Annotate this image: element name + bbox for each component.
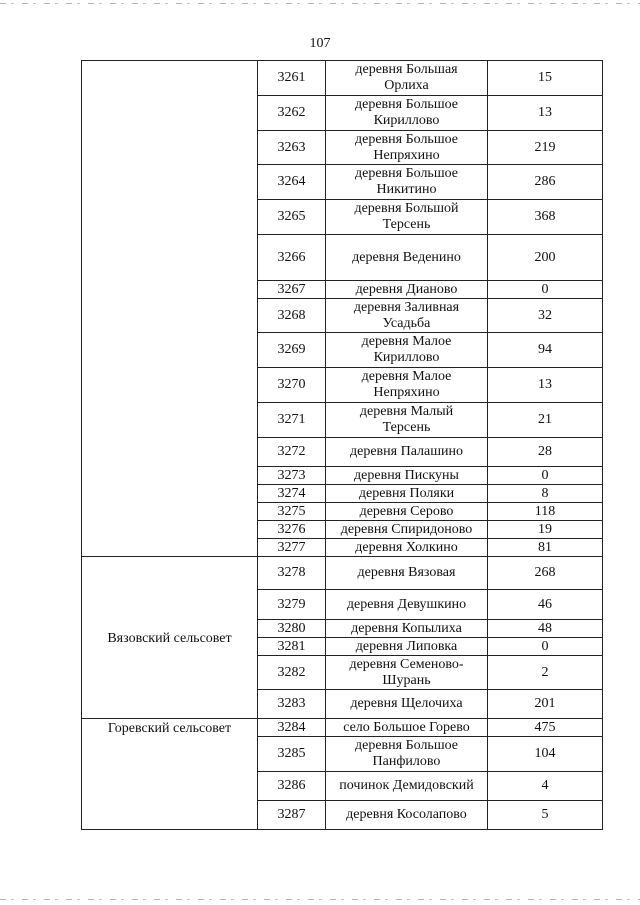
- row-number: 3275: [258, 503, 326, 521]
- settlement-name-line: деревня Заливная: [353, 299, 460, 315]
- settlement-name-line: починок Демидовский: [339, 778, 474, 793]
- population-value: 200: [488, 235, 603, 281]
- scan-noise-bottom: [0, 899, 640, 900]
- settlement-name: [326, 438, 488, 467]
- settlement-name: [326, 403, 488, 438]
- settlement-name-line: деревня Малое: [361, 369, 452, 384]
- settlement-name-line: деревня Липовка: [355, 638, 458, 654]
- settlement-name: [326, 772, 488, 801]
- page-number: 107: [309, 36, 331, 51]
- settlement-name-line: село Большое Горево: [343, 719, 470, 735]
- settlement-name: [326, 235, 488, 281]
- settlement-name-line: деревня Холкино: [355, 539, 458, 555]
- settlement-name-line: деревня Вязовая: [357, 565, 456, 580]
- settlement-name: [326, 521, 488, 539]
- settlement-name-line: деревня Малое: [361, 334, 452, 349]
- settlement-name: [326, 61, 488, 96]
- population-value: 94: [488, 333, 603, 368]
- population-value: 201: [488, 690, 603, 719]
- row-number: 3269: [258, 333, 326, 368]
- settlement-name: [326, 719, 488, 737]
- settlement-name-line: деревня Пискуны: [354, 467, 459, 483]
- settlement-name-line: деревня Веденино: [352, 249, 461, 265]
- row-number: 3267: [258, 281, 326, 299]
- settlement-name-line: деревня Большое: [355, 131, 458, 147]
- population-value: 32: [488, 299, 603, 333]
- settlement-name-line: деревня Большое: [355, 97, 458, 112]
- row-number: 3280: [258, 620, 326, 638]
- settlement-name: [326, 737, 488, 772]
- settlement-name: [326, 131, 488, 165]
- row-number: 3274: [258, 485, 326, 503]
- table-row: [82, 719, 603, 737]
- population-value: 2: [488, 656, 603, 690]
- table-row: [82, 61, 603, 96]
- settlement-name-line: Панфилово: [372, 754, 441, 769]
- settlement-name: [326, 638, 488, 656]
- population-value: 8: [488, 485, 603, 503]
- settlement-name-line: деревня Семеново-: [349, 656, 464, 672]
- council-cell: [82, 61, 258, 557]
- settlement-name-line: деревня Копылиха: [351, 620, 462, 636]
- settlement-name: [326, 690, 488, 719]
- settlement-name: [326, 200, 488, 235]
- settlement-name-line: Никитино: [376, 182, 437, 197]
- row-number: 3278: [258, 557, 326, 590]
- population-value: 219: [488, 131, 603, 165]
- population-value: 0: [488, 467, 603, 485]
- population-value: 368: [488, 200, 603, 235]
- population-value: 19: [488, 521, 603, 539]
- settlement-name-line: деревня Поляки: [358, 485, 455, 501]
- row-number: 3271: [258, 403, 326, 438]
- settlement-name-line: Непряхино: [373, 385, 440, 400]
- population-value: 104: [488, 737, 603, 772]
- row-number: 3283: [258, 690, 326, 719]
- row-number: 3273: [258, 467, 326, 485]
- settlement-name: [326, 503, 488, 521]
- settlement-name-line: деревня Большое: [355, 166, 458, 181]
- population-value: 0: [488, 638, 603, 656]
- population-value: 0: [488, 281, 603, 299]
- population-value: 21: [488, 403, 603, 438]
- settlement-name-line: Усадьба: [382, 315, 431, 331]
- settlement-name: [326, 299, 488, 333]
- settlement-name-line: деревня Большое: [355, 738, 458, 753]
- settlement-name-line: деревня Девушкино: [346, 596, 467, 612]
- settlement-name: [326, 590, 488, 620]
- row-number: 3263: [258, 131, 326, 165]
- settlements-table: [81, 60, 603, 830]
- population-value: 13: [488, 368, 603, 403]
- row-number: 3286: [258, 772, 326, 801]
- settlement-name-line: деревня Большой: [354, 201, 459, 216]
- settlement-name: [326, 165, 488, 200]
- population-value: 5: [488, 801, 603, 830]
- population-value: 286: [488, 165, 603, 200]
- row-number: 3276: [258, 521, 326, 539]
- row-number: 3268: [258, 299, 326, 333]
- settlement-name: [326, 801, 488, 830]
- settlement-name: [326, 96, 488, 131]
- settlement-name: [326, 281, 488, 299]
- settlement-name: [326, 333, 488, 368]
- population-value: 28: [488, 438, 603, 467]
- council-cell: Вязовский сельсовет: [82, 557, 258, 719]
- row-number: 3261: [258, 61, 326, 96]
- settlement-name-line: Шурань: [382, 672, 431, 688]
- settlement-name-line: деревня Большая: [355, 62, 458, 77]
- settlement-name-line: деревня Палашино: [349, 444, 463, 459]
- settlement-name-line: деревня Щелочиха: [350, 696, 463, 711]
- settlement-name: [326, 368, 488, 403]
- row-number: 3285: [258, 737, 326, 772]
- population-value: 46: [488, 590, 603, 620]
- settlement-name-line: Непряхино: [373, 147, 440, 163]
- row-number: 3272: [258, 438, 326, 467]
- settlement-name-line: Орлиха: [384, 78, 429, 93]
- settlement-name: [326, 557, 488, 590]
- settlement-name: [326, 467, 488, 485]
- row-number: 3281: [258, 638, 326, 656]
- settlement-name: [326, 620, 488, 638]
- scan-noise-top: [0, 3, 640, 4]
- settlement-name: [326, 539, 488, 557]
- population-value: 475: [488, 719, 603, 737]
- settlement-name-line: Кириллово: [373, 113, 440, 128]
- settlement-name-line: Терсень: [382, 217, 431, 232]
- settlement-name-line: деревня Спиридоново: [340, 521, 473, 537]
- population-value: 268: [488, 557, 603, 590]
- row-number: 3279: [258, 590, 326, 620]
- settlement-name-line: деревня Малый: [359, 404, 454, 419]
- population-value: 81: [488, 539, 603, 557]
- population-value: 4: [488, 772, 603, 801]
- row-number: 3265: [258, 200, 326, 235]
- settlement-name-line: Терсень: [382, 420, 431, 435]
- settlement-name: [326, 656, 488, 690]
- table-row: [82, 557, 603, 590]
- population-value: 13: [488, 96, 603, 131]
- row-number: 3264: [258, 165, 326, 200]
- population-value: 118: [488, 503, 603, 521]
- settlement-name-line: деревня Косолапово: [346, 807, 467, 822]
- settlement-name-line: Кириллово: [373, 350, 440, 365]
- row-number: 3284: [258, 719, 326, 737]
- row-number: 3282: [258, 656, 326, 690]
- row-number: 3262: [258, 96, 326, 131]
- population-value: 48: [488, 620, 603, 638]
- settlement-name-line: деревня Серово: [359, 503, 454, 519]
- population-value: 15: [488, 61, 603, 96]
- row-number: 3266: [258, 235, 326, 281]
- settlement-name: [326, 485, 488, 503]
- council-cell: Горевский сельсовет: [82, 719, 258, 830]
- row-number: 3277: [258, 539, 326, 557]
- settlement-name-line: деревня Дианово: [355, 281, 458, 297]
- row-number: 3270: [258, 368, 326, 403]
- row-number: 3287: [258, 801, 326, 830]
